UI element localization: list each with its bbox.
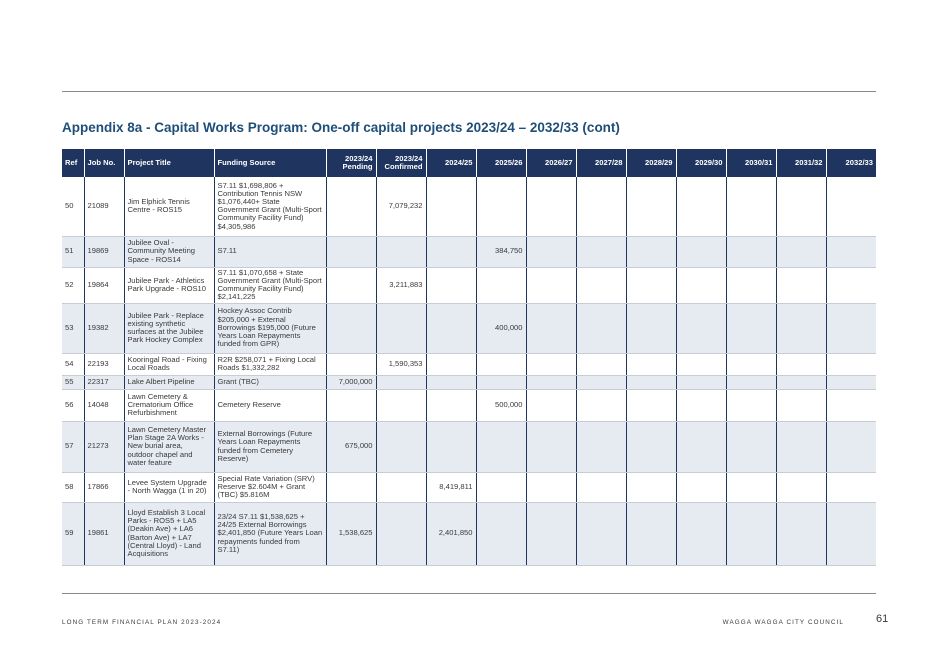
cell-2025-26 [476, 267, 526, 303]
header-2030-31: 2030/31 [726, 149, 776, 177]
cell-2024-25 [426, 389, 476, 421]
cell-job-no: 22317 [84, 375, 124, 389]
cell-2031-32 [776, 472, 826, 502]
cell-2027-28 [576, 421, 626, 472]
header-job-no: Job No. [84, 149, 124, 177]
cell-job-no: 19869 [84, 236, 124, 267]
cell-2030-31 [726, 472, 776, 502]
header-2023-pending-label: Pending [342, 162, 373, 171]
cell-project-title: Lloyd Establish 3 Local Parks - ROS5 + LA5 (Deakin Ave) + LA6 (Barton Ave) + LA7 (Central Lloyd) - Land Acquisitions [124, 502, 214, 565]
cell-2029-30 [676, 177, 726, 236]
cell-2030-31 [726, 502, 776, 565]
cell-2032-33 [826, 502, 876, 565]
cell-ref: 56 [62, 389, 84, 421]
header-2031-32: 2031/32 [776, 149, 826, 177]
cell-job-no: 22193 [84, 353, 124, 375]
cell-2025-26 [476, 353, 526, 375]
cell-2023-pending: 7,000,000 [326, 375, 376, 389]
cell-job-no: 19864 [84, 267, 124, 303]
cell-2031-32 [776, 177, 826, 236]
cell-2031-32 [776, 502, 826, 565]
header-2026-27: 2026/27 [526, 149, 576, 177]
cell-project-title: Jubilee Park - Athletics Park Upgrade - ROS10 [124, 267, 214, 303]
cell-2031-32 [776, 267, 826, 303]
cell-funding-source: Special Rate Variation (SRV) Reserve $2.604M + Grant (TBC) $5.816M [214, 472, 326, 502]
cell-2028-29 [626, 389, 676, 421]
cell-project-title: Lawn Cemetery & Crematorium Office Refurbishment [124, 389, 214, 421]
bottom-divider [62, 593, 876, 594]
cell-2027-28 [576, 303, 626, 353]
cell-project-title: Lake Albert Pipeline [124, 375, 214, 389]
header-2032-33: 2032/33 [826, 149, 876, 177]
cell-2023-pending: 1,538,625 [326, 502, 376, 565]
cell-2032-33 [826, 267, 876, 303]
cell-2024-25 [426, 236, 476, 267]
cell-2026-27 [526, 236, 576, 267]
table-row [62, 472, 876, 502]
cell-funding-source: S7.11 $1,698,806 + Contribution Tennis NSW $1,076,440+ State Government Grant (Multi-Sport Community Facility Fund) $4,305,986 [214, 177, 326, 236]
cell-funding-source: R2R $258,071 + Fixing Local Roads $1,332,282 [214, 353, 326, 375]
cell-project-title: Jim Elphick Tennis Centre - ROS15 [124, 177, 214, 236]
cell-2023-confirmed [376, 303, 426, 353]
cell-2026-27 [526, 303, 576, 353]
cell-2030-31 [726, 303, 776, 353]
table-row [62, 502, 876, 565]
cell-2023-confirmed [376, 502, 426, 565]
cell-2028-29 [626, 267, 676, 303]
cell-2028-29 [626, 353, 676, 375]
cell-2024-25 [426, 267, 476, 303]
cell-2024-25 [426, 353, 476, 375]
cell-2030-31 [726, 267, 776, 303]
header-2029-30: 2029/30 [676, 149, 726, 177]
cell-2023-pending [326, 177, 376, 236]
cell-2023-pending [326, 236, 376, 267]
header-2023-pending [326, 149, 376, 177]
cell-ref: 54 [62, 353, 84, 375]
cell-job-no: 21273 [84, 421, 124, 472]
cell-2028-29 [626, 236, 676, 267]
footer-council-name: WAGGA WAGGA CITY COUNCIL [722, 619, 844, 626]
cell-2026-27 [526, 353, 576, 375]
cell-2023-pending: 675,000 [326, 421, 376, 472]
cell-2032-33 [826, 177, 876, 236]
cell-2028-29 [626, 303, 676, 353]
cell-funding-source: External Borrowings (Future Years Loan Repayments funded from Cemetery Reserve) [214, 421, 326, 472]
cell-2032-33 [826, 421, 876, 472]
header-2023-pending-year: 2023/24 [345, 153, 373, 163]
cell-2023-confirmed [376, 236, 426, 267]
cell-2031-32 [776, 236, 826, 267]
cell-2024-25 [426, 303, 476, 353]
cell-2024-25: 2,401,850 [426, 502, 476, 565]
cell-2025-26: 384,750 [476, 236, 526, 267]
cell-2029-30 [676, 472, 726, 502]
table-row [62, 375, 876, 389]
cell-2029-30 [676, 421, 726, 472]
cell-2027-28 [576, 472, 626, 502]
cell-2028-29 [626, 472, 676, 502]
cell-2030-31 [726, 353, 776, 375]
table-row [62, 236, 876, 267]
cell-2023-pending [326, 267, 376, 303]
table-header-row [62, 149, 876, 177]
cell-2024-25 [426, 177, 476, 236]
cell-ref: 51 [62, 236, 84, 267]
cell-2029-30 [676, 502, 726, 565]
cell-2032-33 [826, 303, 876, 353]
cell-2025-26 [476, 472, 526, 502]
cell-ref: 57 [62, 421, 84, 472]
cell-job-no: 19861 [84, 502, 124, 565]
cell-2030-31 [726, 421, 776, 472]
cell-ref: 55 [62, 375, 84, 389]
cell-2030-31 [726, 177, 776, 236]
cell-2027-28 [576, 353, 626, 375]
cell-2032-33 [826, 236, 876, 267]
header-project-title: Project Title [124, 149, 214, 177]
cell-2028-29 [626, 421, 676, 472]
capital-works-table [62, 149, 876, 566]
cell-2031-32 [776, 303, 826, 353]
cell-funding-source: 23/24 S7.11 $1,538,625 + 24/25 External Borrowings $2,401,850 (Future Years Loan repayments funded from S7.11) [214, 502, 326, 565]
cell-2031-32 [776, 375, 826, 389]
cell-2023-pending [326, 353, 376, 375]
cell-2025-26: 500,000 [476, 389, 526, 421]
cell-2024-25: 8,419,811 [426, 472, 476, 502]
cell-project-title: Levee System Upgrade - North Wagga (1 in 20) [124, 472, 214, 502]
header-2027-28: 2027/28 [576, 149, 626, 177]
cell-2025-26: 400,000 [476, 303, 526, 353]
cell-2029-30 [676, 353, 726, 375]
cell-2025-26 [476, 375, 526, 389]
table-row [62, 353, 876, 375]
cell-2024-25 [426, 375, 476, 389]
cell-ref: 53 [62, 303, 84, 353]
cell-ref: 50 [62, 177, 84, 236]
cell-2029-30 [676, 389, 726, 421]
cell-2023-confirmed [376, 375, 426, 389]
cell-2032-33 [826, 353, 876, 375]
cell-ref: 52 [62, 267, 84, 303]
cell-funding-source: Hockey Assoc Contrib $205,000 + External Borrowings $195,000 (Future Years Loan Repayments funded from GPR) [214, 303, 326, 353]
header-2024-25: 2024/25 [426, 149, 476, 177]
cell-funding-source: S7.11 [214, 236, 326, 267]
cell-2027-28 [576, 177, 626, 236]
cell-project-title: Jubilee Park - Replace existing synthetic surfaces at the Jubilee Park Hockey Complex [124, 303, 214, 353]
cell-project-title: Lawn Cemetery Master Plan Stage 2A Works - New burial area, outdoor chapel and water feature [124, 421, 214, 472]
cell-2026-27 [526, 421, 576, 472]
cell-2023-pending [326, 303, 376, 353]
page-number: 61 [876, 613, 889, 625]
cell-2026-27 [526, 267, 576, 303]
cell-2023-confirmed [376, 389, 426, 421]
cell-funding-source: Grant (TBC) [214, 375, 326, 389]
cell-job-no: 21089 [84, 177, 124, 236]
cell-2023-confirmed: 3,211,883 [376, 267, 426, 303]
header-funding-source: Funding Source [214, 149, 326, 177]
cell-2025-26 [476, 421, 526, 472]
cell-2026-27 [526, 177, 576, 236]
cell-2029-30 [676, 236, 726, 267]
cell-2028-29 [626, 502, 676, 565]
cell-2030-31 [726, 375, 776, 389]
table-row [62, 177, 876, 236]
cell-2025-26 [476, 177, 526, 236]
cell-2029-30 [676, 267, 726, 303]
table-row [62, 389, 876, 421]
cell-2024-25 [426, 421, 476, 472]
page-heading: Appendix 8a - Capital Works Program: One-off capital projects 2023/24 – 2032/33 (cont) [62, 120, 620, 135]
cell-job-no: 14048 [84, 389, 124, 421]
footer-document-title: LONG TERM FINANCIAL PLAN 2023-2024 [62, 619, 222, 626]
cell-project-title: Kooringal Road - Fixing Local Roads [124, 353, 214, 375]
cell-2023-confirmed: 1,590,353 [376, 353, 426, 375]
cell-ref: 59 [62, 502, 84, 565]
cell-job-no: 19382 [84, 303, 124, 353]
cell-2028-29 [626, 375, 676, 389]
table-row [62, 303, 876, 353]
cell-2027-28 [576, 267, 626, 303]
cell-funding-source: S7.11 $1,070,658 + State Government Grant (Multi-Sport Community Facility Fund) $2,141,225 [214, 267, 326, 303]
cell-2032-33 [826, 389, 876, 421]
header-2023-confirmed-label: Confirmed [384, 162, 423, 171]
cell-job-no: 17866 [84, 472, 124, 502]
header-2028-29: 2028/29 [626, 149, 676, 177]
cell-funding-source: Cemetery Reserve [214, 389, 326, 421]
top-divider [62, 91, 876, 92]
cell-2026-27 [526, 502, 576, 565]
cell-2026-27 [526, 375, 576, 389]
cell-ref: 58 [62, 472, 84, 502]
cell-2029-30 [676, 375, 726, 389]
cell-project-title: Jubilee Oval - Community Meeting Space - ROS14 [124, 236, 214, 267]
cell-2032-33 [826, 472, 876, 502]
header-2025-26: 2025/26 [476, 149, 526, 177]
cell-2028-29 [626, 177, 676, 236]
cell-2023-confirmed [376, 472, 426, 502]
cell-2023-confirmed [376, 421, 426, 472]
cell-2023-pending [326, 472, 376, 502]
cell-2023-confirmed: 7,079,232 [376, 177, 426, 236]
cell-2031-32 [776, 421, 826, 472]
table-row [62, 421, 876, 472]
header-ref: Ref [62, 149, 84, 177]
cell-2026-27 [526, 472, 576, 502]
table-row [62, 267, 876, 303]
cell-2030-31 [726, 236, 776, 267]
cell-2027-28 [576, 375, 626, 389]
header-2023-confirmed-year: 2023/24 [395, 153, 423, 163]
header-2023-confirmed [376, 149, 426, 177]
cell-2023-pending [326, 389, 376, 421]
cell-2031-32 [776, 389, 826, 421]
cell-2027-28 [576, 389, 626, 421]
cell-2030-31 [726, 389, 776, 421]
cell-2031-32 [776, 353, 826, 375]
cell-2027-28 [576, 502, 626, 565]
cell-2029-30 [676, 303, 726, 353]
cell-2027-28 [576, 236, 626, 267]
cell-2032-33 [826, 375, 876, 389]
cell-2025-26 [476, 502, 526, 565]
cell-2026-27 [526, 389, 576, 421]
